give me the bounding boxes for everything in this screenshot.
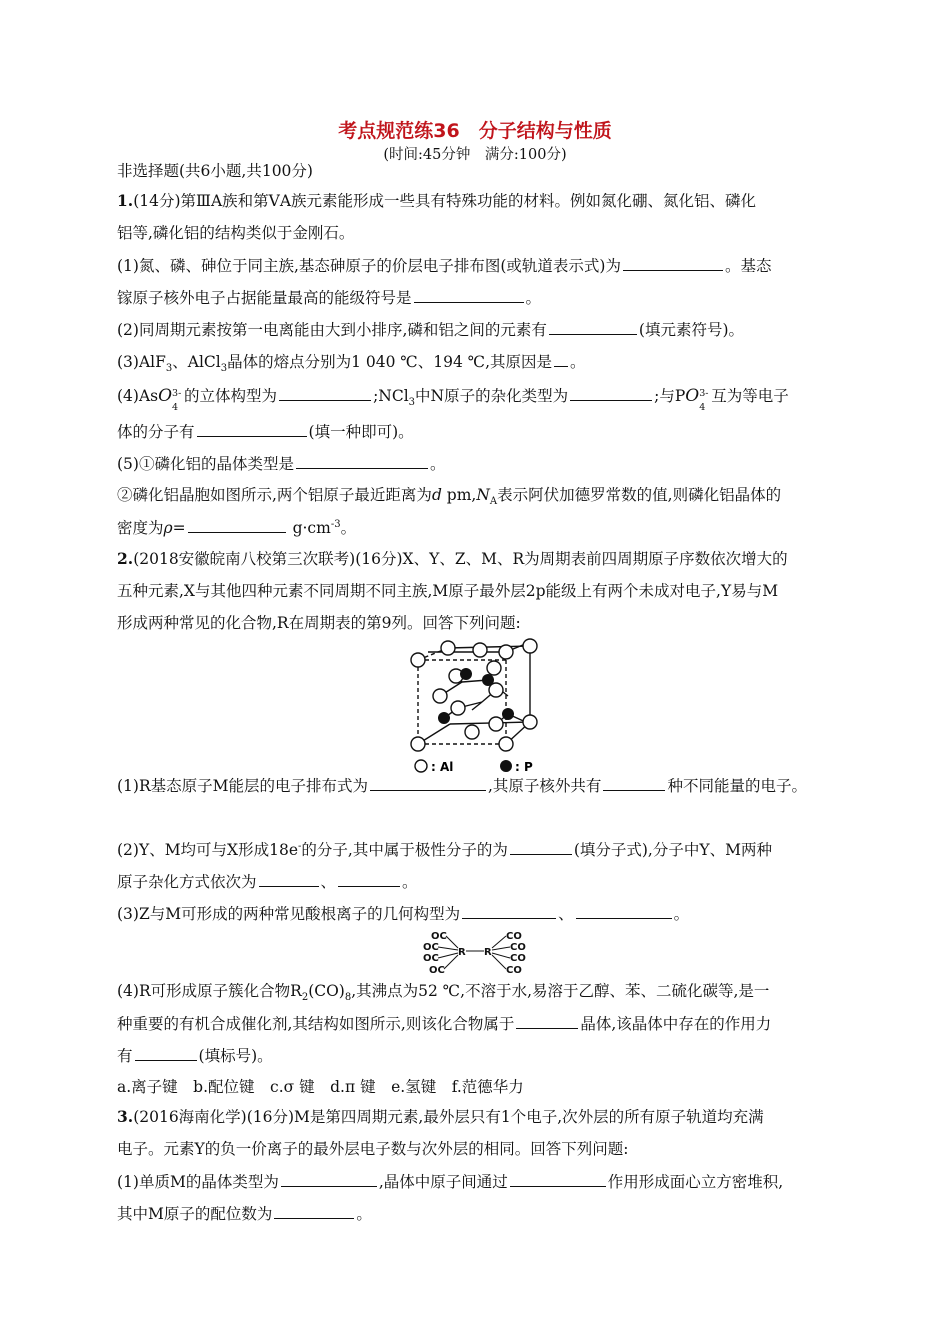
q3-blank-3[interactable] bbox=[274, 1202, 354, 1219]
ligand-oc: OC bbox=[429, 965, 445, 976]
al-atoms bbox=[411, 639, 537, 751]
q1-part3-text-b: 、AlCl bbox=[172, 353, 221, 371]
ligand-co: CO bbox=[510, 953, 526, 964]
q1-part5-text: (5)①磷化铝的晶体类型是 bbox=[117, 455, 294, 473]
al-atom bbox=[473, 643, 487, 657]
q1-text: (14分)第ⅢA族和第ⅤA族元素能形成一些具有特殊功能的材料。例如氮化硼、氮化铝、磷化 bbox=[133, 192, 757, 210]
q2-part4-sub2: 2 bbox=[301, 992, 309, 1004]
q3-part1-line1 bbox=[117, 1170, 783, 1193]
q2-blank-4[interactable] bbox=[259, 870, 319, 887]
al-atom bbox=[451, 701, 465, 715]
al-atom bbox=[441, 641, 455, 655]
q2-part2-text-b: 的分子,其中属于极性分子的为 bbox=[301, 841, 508, 859]
q2-part1 bbox=[117, 774, 807, 797]
q1-part3-sub-b: 3 bbox=[220, 363, 228, 375]
q1-part4-text-c: ;NCl bbox=[373, 387, 409, 405]
crystal-cell-figure bbox=[400, 636, 560, 778]
q1-part3-text-c: 晶体的熔点分别为1 040 ℃、194 ℃,其原因是 bbox=[227, 353, 553, 371]
q2-part2-sup: - bbox=[298, 840, 302, 852]
q2-part2-text-c: (填分子式),分子中Y、M两种 bbox=[573, 841, 772, 859]
q2-part4-line2 bbox=[117, 1012, 771, 1035]
q1-part1-tail: 。基态 bbox=[724, 257, 772, 275]
q2-blank-3[interactable] bbox=[510, 838, 572, 855]
ligand-co: CO bbox=[506, 931, 522, 942]
q2-line3: 形成两种常见的化合物,R在周期表的第9列。回答下列问题: bbox=[117, 614, 521, 632]
ligand-co: CO bbox=[506, 965, 522, 976]
q1-blank-2[interactable] bbox=[414, 286, 524, 303]
q2-part4-text-d: 种重要的有机合成催化剂,其结构如图所示,则该化合物属于 bbox=[117, 1015, 515, 1033]
charge-sup: 3- bbox=[172, 388, 182, 399]
q2-part1-tail: 种不同能量的电子。 bbox=[667, 777, 807, 795]
page-subtitle: (时间:45分钟 满分:100分) bbox=[383, 147, 567, 163]
charge-sub2: 4 bbox=[699, 402, 706, 413]
q1-part3-sub-a: 3 bbox=[165, 363, 173, 375]
al-atom bbox=[499, 645, 513, 659]
q1-blank-9[interactable] bbox=[188, 516, 286, 533]
legend-p: : P bbox=[515, 760, 533, 774]
q2-part1-text: (1)R基态原子M能层的电子排布式为 bbox=[117, 777, 368, 795]
q2-part3-text: (3)Z与M可形成的两种常见酸根离子的几何构型为 bbox=[117, 905, 461, 923]
q2-part2-line1 bbox=[117, 838, 772, 861]
al-atom bbox=[499, 737, 513, 751]
q2-part2-text-a: (2)Y、M均可与X形成18e bbox=[117, 841, 298, 859]
q1-part6-line2 bbox=[117, 516, 356, 539]
q1-part1-text2: 镓原子核外电子占据能量最高的能级符号是 bbox=[117, 289, 412, 307]
q1-blank-1[interactable] bbox=[623, 254, 723, 271]
q2-part4-line1 bbox=[117, 980, 769, 1002]
q2-part4-text-e: 晶体,该晶体中存在的作用力 bbox=[580, 1015, 772, 1033]
legend-al: : Al bbox=[431, 760, 454, 774]
legend-al-marker bbox=[415, 760, 427, 772]
metal-r: R bbox=[484, 947, 492, 958]
q1-part4-charge2 bbox=[699, 387, 711, 413]
q1-part3 bbox=[117, 350, 586, 373]
q1-part6-text-f: 表示阿伏加德罗常数的值,则磷化铝晶体的 bbox=[497, 486, 782, 504]
q2-text: (2018安徽皖南八校第三次联考)(16分)X、Y、Z、M、R为周期表前四周期原子序数依次增大的 bbox=[133, 550, 788, 568]
q2-blank-1[interactable] bbox=[370, 774, 486, 791]
p-atom bbox=[460, 668, 472, 680]
q3-line1 bbox=[117, 1106, 764, 1128]
ligand-oc: OC bbox=[423, 942, 439, 953]
section-header: 非选择题(共6小题,共100分) bbox=[117, 162, 313, 180]
q2-part2-line2 bbox=[117, 870, 418, 893]
metal-r: R bbox=[458, 947, 466, 958]
q1-part6-unit: pm, bbox=[441, 486, 477, 504]
charge-sub: 4 bbox=[172, 402, 179, 413]
r2co8-structure-figure bbox=[418, 928, 533, 978]
q2-part4-text-g: (填标号)。 bbox=[198, 1047, 273, 1065]
q2-part1-mid: ,其原子核外共有 bbox=[488, 777, 602, 795]
q1-part4-charge bbox=[172, 387, 184, 413]
q1-part4-text-b: 的立体构型为 bbox=[184, 387, 278, 405]
al-atom bbox=[411, 737, 425, 751]
ligand-oc: OC bbox=[423, 953, 439, 964]
q2-part4-text-b: (CO) bbox=[308, 982, 345, 1000]
q1-part6-line1 bbox=[117, 484, 781, 506]
q2-blank-2[interactable] bbox=[603, 774, 665, 791]
q2-line1 bbox=[117, 548, 788, 570]
q1-part5 bbox=[117, 452, 445, 475]
q3-blank-1[interactable] bbox=[281, 1170, 377, 1187]
q2-blank-8[interactable] bbox=[516, 1012, 578, 1029]
q1-blank-3[interactable] bbox=[549, 318, 637, 335]
q3-part1-text-c: 作用形成面心立方密堆积, bbox=[607, 1173, 784, 1191]
al-atom bbox=[465, 725, 479, 739]
q3-part1-end: 。 bbox=[356, 1205, 372, 1223]
q1-part1-line1 bbox=[117, 254, 772, 277]
q2-blank-7[interactable] bbox=[576, 902, 672, 919]
q1-part1-end: 。 bbox=[525, 289, 542, 307]
ligand-oc: OC bbox=[431, 931, 447, 942]
p-atom bbox=[438, 712, 450, 724]
q2-part4-sub8: 8 bbox=[344, 992, 352, 1004]
q1-part7-end: 。 bbox=[340, 519, 357, 537]
q1-part4-sub: 3 bbox=[408, 397, 416, 409]
q3-blank-2[interactable] bbox=[510, 1170, 606, 1187]
q1-part4-text-e: ;与P bbox=[654, 387, 686, 405]
q1-part6-a: A bbox=[489, 496, 498, 508]
q1-part7-exp: -3 bbox=[330, 518, 341, 530]
q1-blank-8[interactable] bbox=[296, 452, 428, 469]
q3-part1-line2 bbox=[117, 1202, 372, 1225]
al-atom bbox=[433, 689, 447, 703]
q3-part1-text-d: 其中M原子的配位数为 bbox=[117, 1205, 273, 1223]
q1-part6-d: d bbox=[431, 486, 442, 504]
q2-number: 2. bbox=[117, 549, 134, 568]
r2co8-bonds bbox=[438, 936, 510, 969]
q1-part2-text: (2)同周期元素按第一电离能由大到小排序,磷和铝之间的元素有 bbox=[117, 321, 547, 339]
q3-part1-text-a: (1)单质M的晶体类型为 bbox=[117, 1173, 279, 1191]
q1-part4-text-h: (填一种即可)。 bbox=[308, 423, 414, 441]
al-atom bbox=[411, 653, 425, 667]
q1-part6-n: N bbox=[476, 486, 490, 504]
q3-number: 3. bbox=[117, 1107, 134, 1126]
cell-legend bbox=[415, 760, 533, 774]
q1-part5-end: 。 bbox=[429, 455, 446, 473]
q2-part4-text-f: 有 bbox=[117, 1047, 133, 1065]
q1-part4-line1 bbox=[117, 384, 789, 413]
q1-part3-end: 。 bbox=[570, 353, 586, 371]
q2-blank-6[interactable] bbox=[462, 902, 556, 919]
q2-line2: 五种元素,X与其他四种元素不同周期不同主族,M原子最外层2p能级上有两个未成对电子,Y易与M bbox=[117, 582, 779, 600]
q1-number: 1. bbox=[117, 191, 134, 210]
q1-part4-o2: O bbox=[685, 386, 700, 406]
q1-blank-4[interactable] bbox=[554, 350, 568, 367]
q1-part1-line2 bbox=[117, 286, 541, 309]
al-atom bbox=[489, 717, 503, 731]
q1-blank-5[interactable] bbox=[279, 384, 371, 401]
al-atom bbox=[523, 715, 537, 729]
ligand-co: CO bbox=[510, 942, 526, 953]
q1-part7-unit: g·cm bbox=[292, 519, 331, 537]
q2-part2-sep: 、 bbox=[320, 873, 337, 891]
q1-part6-text-a: ②磷化铝晶胞如图所示,两个铝原子最近距离为 bbox=[117, 486, 432, 504]
q3-text: (2016海南化学)(16分)M是第四周期元素,最外层只有1个电子,次外层的所有原子轨道均充满 bbox=[133, 1108, 764, 1126]
q2-part3-sep: 、 bbox=[558, 905, 574, 923]
page-title: 考点规范练36 分子结构与性质 bbox=[338, 120, 612, 142]
q3-line2: 电子。元素Y的负一价离子的最外层电子数与次外层的相同。回答下列问题: bbox=[117, 1140, 629, 1158]
p-atom bbox=[502, 708, 514, 720]
q1-part4-line2 bbox=[117, 420, 414, 443]
q1-part4-text-g: 体的分子有 bbox=[117, 423, 195, 441]
q1-part4-text-a: (4)As bbox=[117, 387, 159, 405]
q1-blank-7[interactable] bbox=[197, 420, 307, 437]
q2-blank-5[interactable] bbox=[338, 870, 400, 887]
q1-part4-text-d: 中N原子的杂化类型为 bbox=[415, 387, 569, 405]
q2-part4-line3 bbox=[117, 1044, 273, 1067]
q2-part4-text-c: ,其沸点为52 ℃,不溶于水,易溶于乙醇、苯、二硫化碳等,是一 bbox=[351, 982, 770, 1000]
q1-blank-6[interactable] bbox=[570, 384, 652, 401]
q1-line2: 铝等,磷化铝的结构类似于金刚石。 bbox=[117, 224, 355, 242]
q2-part2-text-d: 原子杂化方式依次为 bbox=[117, 873, 257, 891]
q2-blank-9[interactable] bbox=[135, 1044, 197, 1061]
q1-part4-o: O bbox=[158, 386, 173, 406]
p-atom bbox=[482, 674, 494, 686]
q1-part1-text: (1)氮、磷、砷位于同主族,基态砷原子的价层电子排布图(或轨道表示式)为 bbox=[117, 257, 621, 275]
q2-part4-text-a: (4)R可形成原子簇化合物R bbox=[117, 982, 302, 1000]
q2-part3-end: 。 bbox=[673, 905, 690, 923]
q1-part2-tail: (填元素符号)。 bbox=[638, 321, 744, 339]
q2-part2-end: 。 bbox=[402, 873, 418, 891]
q2-part3 bbox=[117, 902, 689, 925]
q1-part2 bbox=[117, 318, 744, 341]
q1-line1 bbox=[117, 190, 756, 212]
q3-part1-text-b: ,晶体中原子间通过 bbox=[378, 1173, 508, 1191]
charge-sup2: 3- bbox=[699, 388, 709, 399]
q1-part4-text-f: 互为等电子 bbox=[711, 387, 789, 405]
al-atom bbox=[487, 661, 501, 675]
legend-p-marker bbox=[500, 760, 512, 772]
q1-part3-text-a: (3)AlF bbox=[117, 353, 166, 371]
q1-part7-rho: ρ bbox=[163, 519, 173, 537]
q1-part7-text: 密度为 bbox=[117, 519, 164, 537]
al-atom bbox=[523, 639, 537, 653]
q2-options: a.离子键 b.配位键 c.σ 键 d.π 键 e.氢键 f.范德华力 bbox=[117, 1078, 524, 1096]
q1-part7-eq: = bbox=[172, 519, 186, 537]
